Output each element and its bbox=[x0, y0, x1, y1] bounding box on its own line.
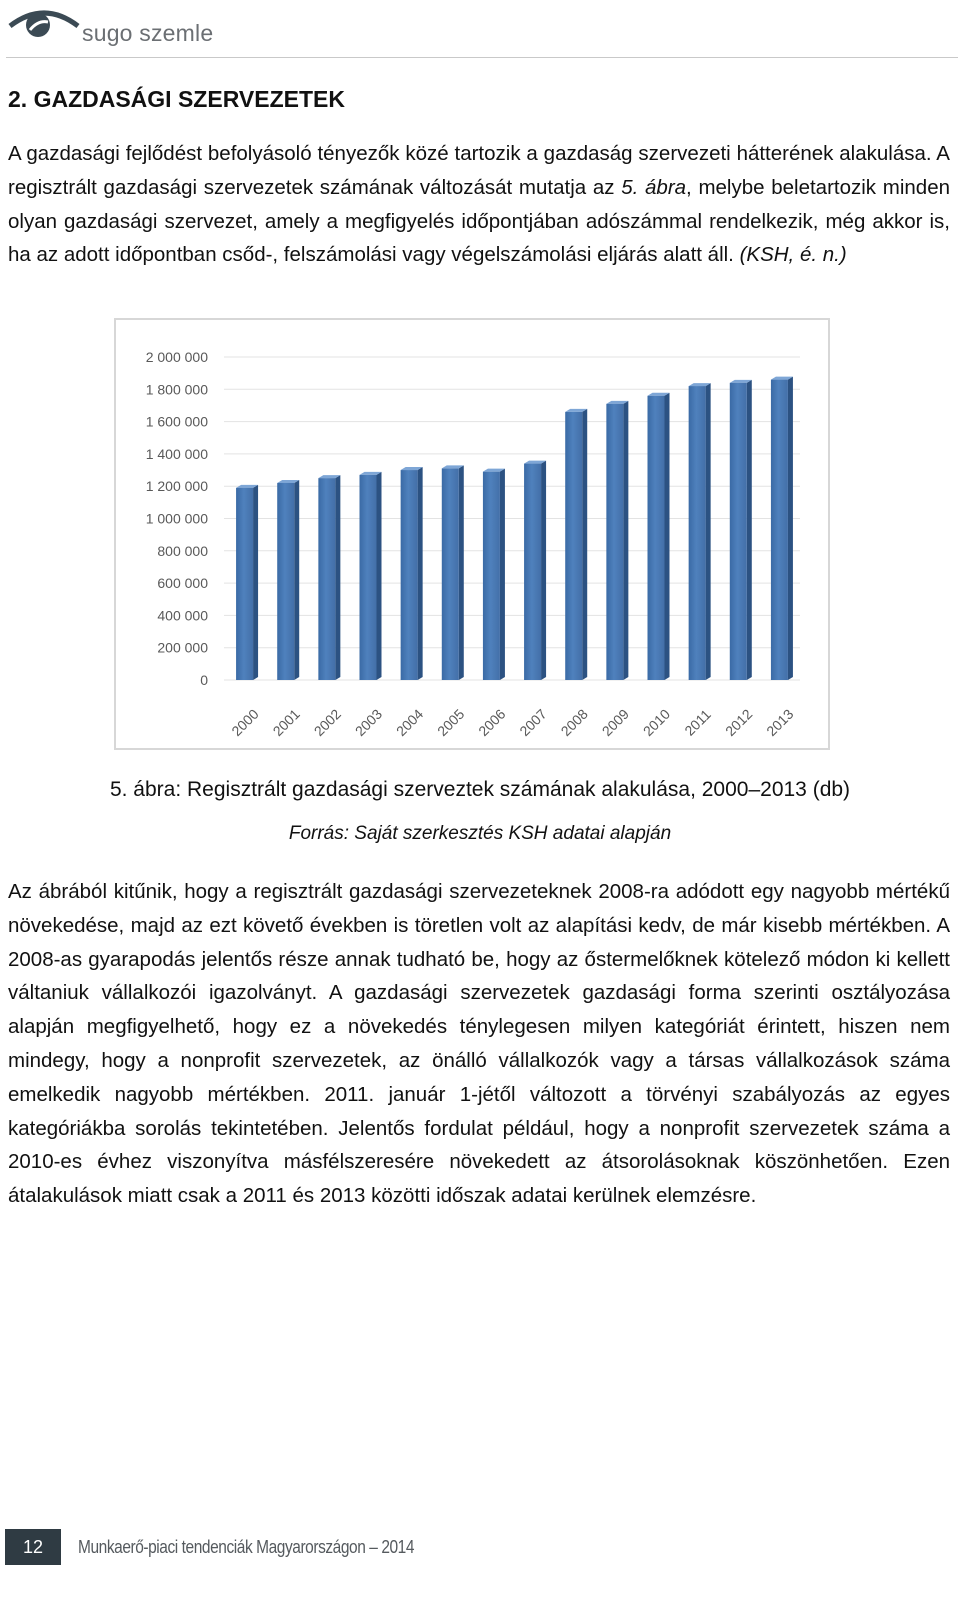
y-tick-label: 2 000 000 bbox=[145, 349, 208, 365]
x-tick-label: 2012 bbox=[722, 705, 756, 740]
figure-caption: 5. ábra: Regisztrált gazdasági szerveztek számának alakulása, 2000–2013 (db) bbox=[109, 778, 851, 801]
y-tick-label: 400 000 bbox=[157, 607, 208, 624]
bar-side bbox=[706, 383, 711, 680]
bar-side bbox=[418, 467, 423, 680]
bar-2010 bbox=[648, 396, 665, 680]
logo-text: sugo szemle bbox=[82, 20, 214, 46]
paragraph-analysis: Az ábrából kitűnik, hogy a regisztrált gazdasági szervezeteknek 2008-ra adódott egy nagyobb mértékű növekedése, majd az ezt követő években is töretlen volt az alapítási kedv, de már kisebb mértékben. A 2008-as gyarapodás jelentős része annak tudható be, hogy az őstermelőknek kötelező módon ki kellett váltaniuk vállalkozói igazolványt. A gazdasági szervezetek gazdasági forma szerinti osztályozása alapján megfigyelhető, hogy ez a növekedés ténylegesen milyen kategóriát érintett, hiszen nem mindegy, hogy a nonprofit szervezetek, az önálló vállalkozók vagy a társas vállalkozások száma emelkedik nagyobb mértékben. 2011. január 1-jétől változott a törvényi szabályozás az egyes kategóriákba sorolás tekintetében. Jelentős fordulat például, hogy a nonprofit szervezetek száma a 2010-es évhez viszonyítva másfélszeresére növekedett az átsorolásoknak köszönhetően. Ezen átalakulások miatt csak a 2011 és 2013 közötti időszak adatai kerülnek elemzésre. bbox=[8, 880, 950, 1208]
bar-side bbox=[623, 401, 628, 680]
section-heading: 2. GAZDASÁGI SZERVEZETEK bbox=[8, 86, 345, 112]
bar-side bbox=[747, 380, 752, 680]
bar-2005 bbox=[442, 468, 459, 680]
bar-side bbox=[335, 475, 340, 680]
paragraph-intro bbox=[8, 137, 950, 272]
bar-side bbox=[582, 409, 587, 680]
x-tick-label: 2005 bbox=[434, 705, 468, 740]
bar-2000 bbox=[236, 488, 253, 680]
x-tick-label: 2010 bbox=[639, 705, 674, 740]
x-tick-label: 2013 bbox=[763, 705, 797, 740]
y-tick-label: 1 000 000 bbox=[145, 510, 208, 527]
bar-chart bbox=[116, 320, 828, 748]
citation: (KSH, é. n.) bbox=[739, 243, 847, 267]
x-tick-label: 2003 bbox=[351, 705, 386, 740]
bar-2011 bbox=[689, 386, 706, 680]
footer-publication: Munkaerő-piaci tendenciák Magyarországon – 2014 bbox=[78, 1537, 415, 1557]
x-tick-label: 2001 bbox=[269, 705, 303, 740]
paragraph-intro-text-b: , melybe beletartozik minden olyan gazdasági szervezet, amely a megfigyelés időpontjában adószámmal rendelkezik, még akkor is, ha az adott időpontban csőd-, felszámolási vagy végelszámolási eljárás alatt áll. bbox=[8, 175, 950, 267]
eye-icon bbox=[8, 6, 80, 40]
chart-frame bbox=[114, 318, 830, 750]
x-tick-label: 2007 bbox=[516, 705, 550, 740]
y-tick-label: 1 800 000 bbox=[145, 381, 208, 398]
page-header bbox=[0, 0, 960, 60]
x-tick-label: 2006 bbox=[475, 705, 509, 740]
bar-side bbox=[294, 480, 299, 680]
x-tick-label: 2011 bbox=[681, 706, 714, 739]
bar-2013 bbox=[771, 380, 788, 680]
bar-2009 bbox=[606, 404, 623, 680]
bar-side bbox=[788, 377, 793, 680]
bar-side bbox=[459, 465, 464, 680]
bar-2006 bbox=[483, 472, 500, 680]
bar-side bbox=[377, 472, 382, 680]
y-tick-label: 1 600 000 bbox=[145, 413, 208, 430]
y-tick-label: 800 000 bbox=[157, 542, 208, 559]
y-tick-label: 1 400 000 bbox=[145, 445, 208, 462]
bar-side bbox=[541, 461, 546, 680]
bar-2007 bbox=[524, 464, 541, 680]
x-tick-label: 2004 bbox=[392, 705, 427, 740]
figure-source: Forrás: Saját szerkesztés KSH adatai alapján bbox=[288, 823, 672, 844]
figure-reference: 5. ábra bbox=[621, 175, 687, 199]
y-tick-label: 1 200 000 bbox=[145, 478, 208, 495]
y-tick-label: 600 000 bbox=[157, 575, 208, 592]
x-tick-label: 2009 bbox=[598, 705, 632, 740]
x-tick-label: 2000 bbox=[228, 705, 262, 740]
page-number: 12 bbox=[5, 1529, 61, 1565]
paragraph-intro-text-a: A gazdasági fejlődést befolyásoló tényezők közé tartozik a gazdaság szervezeti hátterének alakulása. A regisztrált gazdasági szervezetek számának változását mutatja az bbox=[8, 142, 950, 199]
bar-side bbox=[500, 469, 505, 680]
bar-side bbox=[253, 485, 258, 680]
bar-2001 bbox=[277, 483, 294, 680]
bar-2004 bbox=[401, 470, 418, 680]
y-tick-label: 0 bbox=[200, 672, 208, 688]
bar-2002 bbox=[318, 478, 335, 680]
header-divider bbox=[6, 57, 958, 58]
y-tick-label: 200 000 bbox=[157, 639, 208, 656]
x-tick-label: 2008 bbox=[557, 705, 591, 740]
bar-2003 bbox=[360, 475, 377, 680]
x-tick-label: 2002 bbox=[310, 705, 344, 740]
bar-2008 bbox=[565, 412, 582, 680]
bar-side bbox=[665, 393, 670, 680]
bar-2012 bbox=[730, 383, 747, 680]
